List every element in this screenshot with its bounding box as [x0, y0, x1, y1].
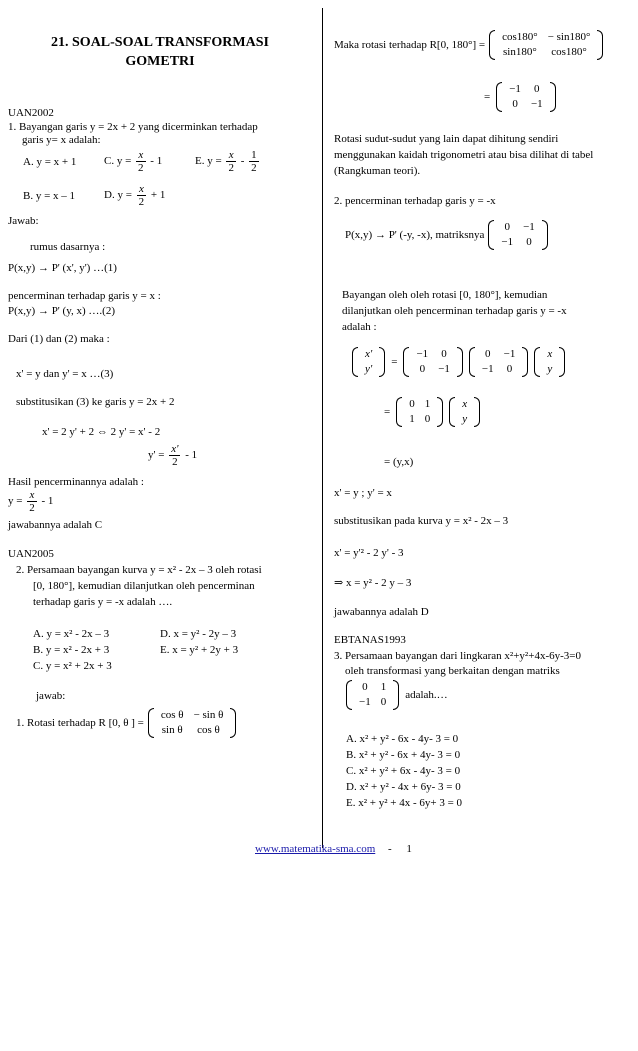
- q3-option-a: A. x² + y² - 6x - 4y- 3 = 0: [346, 733, 459, 745]
- q2-option-b: B. y = x² - 2x + 3: [33, 644, 110, 656]
- eq-kurva-2: ⇒ x = y² - 2 y – 3: [334, 577, 412, 589]
- eq-2: P(x,y) → P' (y, x) ….(2): [8, 305, 115, 317]
- uan2005-heading: UAN2005: [8, 548, 54, 560]
- rotasi-note-line2: menggunakan kaidah trigonometri atau bisa dilihat di tabel: [334, 149, 594, 161]
- q3-option-d: D. x² + y² - 4x + 6y- 3 = 0: [346, 781, 461, 793]
- result-yx: = (y,x): [384, 456, 414, 468]
- q3-option-c: C. x² + y² + 6x - 4y- 3 = 0: [346, 765, 461, 777]
- q2-option-e: E. x = y² + 2y + 3: [160, 644, 239, 656]
- hasil-text: Hasil pencerminannya adalah :: [8, 476, 144, 488]
- rotation-formula: 1. Rotasi terhadap R [0, θ ] = cos θ − sin θ sin θ cos θ: [16, 708, 236, 738]
- q1-option-d: D. y = $\frac{x}{2}$ + 1: [104, 183, 166, 208]
- eq-6: y = $\frac{x}{2}$ - 1: [8, 489, 54, 514]
- vector-xy-prime: x' y': [352, 347, 385, 377]
- rumus-dasar: rumus dasarnya :: [30, 241, 106, 253]
- matrix-rotation: −1 0 0 −1: [403, 347, 462, 377]
- q1-option-a: A. y = x + 1: [23, 156, 77, 168]
- uan2002-heading: UAN2002: [8, 107, 54, 119]
- q2-option-c: C. y = x² + 2x + 3: [33, 660, 112, 672]
- q1-option-e: E. y = $\frac{x}{2}$ - $\frac{1}{2}$: [195, 149, 257, 174]
- q3-matrix-line: 0 1 −1 0 adalah.…: [346, 680, 448, 710]
- q2-text-line2: [0, 180°], kemudian dilanjutkan oleh pencerminan: [33, 580, 255, 592]
- bayangan-line2: dilanjutkan oleh pencerminan terhadap garis y = -x: [342, 305, 567, 317]
- pencerminan-text: pencerminan terhadap garis y = x :: [8, 290, 161, 302]
- matrix-reflection: 0 −1 −1 0: [469, 347, 528, 377]
- eq-5: y' = $\frac{x'}{2}$ - 1: [148, 443, 198, 468]
- eq-kurva-1: x' = y'² - 2 y' - 3: [334, 547, 404, 559]
- eq-3: x' = y dan y' = x …(3): [16, 368, 114, 380]
- q3-matrix: 0 1 −1 0: [346, 680, 399, 710]
- q2-option-a: A. y = x² - 2x – 3: [33, 628, 110, 640]
- q3-option-e: E. x² + y² + 4x - 6y+ 3 = 0: [346, 797, 463, 809]
- substitusi-text: substitusikan (3) ke garis y = 2x + 2: [16, 396, 175, 408]
- step2-text: 2. pencerminan terhadap garis y = -x: [334, 195, 496, 207]
- reflection-matrix: 0 −1 −1 0: [488, 220, 547, 250]
- rotation-result-matrix: −1 0 0 −1: [496, 82, 555, 112]
- q1-text-line2: garis y= x adalah:: [22, 134, 101, 146]
- q1-text-line1: 1. Bayangan garis y = 2x + 2 yang dicerminkan terhadap: [8, 121, 258, 133]
- rotasi-note-line3: (Rangkuman teori).: [334, 165, 421, 177]
- composite-result: = 0 1 1 0 x y: [384, 397, 480, 427]
- footer-separator: -: [388, 843, 392, 855]
- eq-1: P(x,y) → P' (x', y') …(1): [8, 262, 117, 274]
- rotasi-note-line1: Rotasi sudut-sudut yang lain dapat dihitung sendiri: [334, 133, 559, 145]
- page-number: 1: [406, 843, 412, 855]
- rotation-matrix: cos θ − sin θ sin θ cos θ: [148, 708, 237, 738]
- ebtanas-heading: EBTANAS1993: [334, 634, 406, 646]
- page-title-line2: GOMETRI: [125, 54, 195, 69]
- q1-option-b: B. y = x – 1: [23, 190, 76, 202]
- bayangan-line3: adalah :: [342, 321, 377, 333]
- substitusi-kurva: substitusikan pada kurva y = x² - 2x – 3: [334, 515, 509, 527]
- footer-link[interactable]: www.matematika-sma.com: [255, 843, 376, 855]
- jawab2-label: jawab:: [36, 690, 66, 702]
- q2-option-d: D. x = y² - 2y – 3: [160, 628, 237, 640]
- maka-rotasi: Maka rotasi terhadap R[0, 180°] = cos180° − sin180° sin180° cos180°: [334, 30, 603, 60]
- q3-text-line1: 3. Persamaan bayangan dari lingkaran x²+y²+4x-6y-3=0: [334, 650, 581, 662]
- composite-equation: x' y' = −1 0 0 −1 0 −1 −1 0 x y: [352, 347, 565, 377]
- q3-text-line2: oleh transformasi yang berkaitan dengan matriks: [345, 665, 560, 677]
- footer: [255, 843, 412, 856]
- rotation-180-matrix: cos180° − sin180° sin180° cos180°: [489, 30, 603, 60]
- jawab-label: Jawab:: [8, 215, 39, 227]
- q3-option-b: B. x² + y² - 6x + 4y- 3 = 0: [346, 749, 461, 761]
- jawaban-d: jawabannya adalah D: [334, 606, 429, 618]
- jawaban-c: jawabannya adalah C: [8, 519, 103, 531]
- column-divider: [322, 8, 323, 848]
- page-title: 21. SOAL-SOAL TRANSFORMASI: [51, 35, 269, 50]
- rotation-result: = −1 0 0 −1: [484, 82, 556, 112]
- eq-4: x' = 2 y' + 2 ⇔ 2 y' = x' - 2: [42, 426, 161, 438]
- dari-text: Dari (1) dan (2) maka :: [8, 333, 110, 345]
- vector-xy: x y: [534, 347, 565, 377]
- q2-text-line3: terhadap garis y = -x adalah ….: [33, 596, 173, 608]
- vector-xy-2: x y: [449, 397, 480, 427]
- xy-relation: x' = y ; y' = x: [334, 487, 392, 499]
- pencerminan-matrix-line: P(x,y) → P' (-y, -x), matriksnya 0 −1 −1 0: [345, 220, 548, 250]
- q2-text-line1: 2. Persamaan bayangan kurva y = x² - 2x – 3 oleh rotasi: [16, 564, 262, 576]
- bayangan-line1: Bayangan oleh oleh rotasi [0, 180°], kemudian: [342, 289, 548, 301]
- q1-option-c: C. y = $\frac{x}{2}$ - 1: [104, 149, 163, 174]
- matrix-composite: 0 1 1 0: [396, 397, 443, 427]
